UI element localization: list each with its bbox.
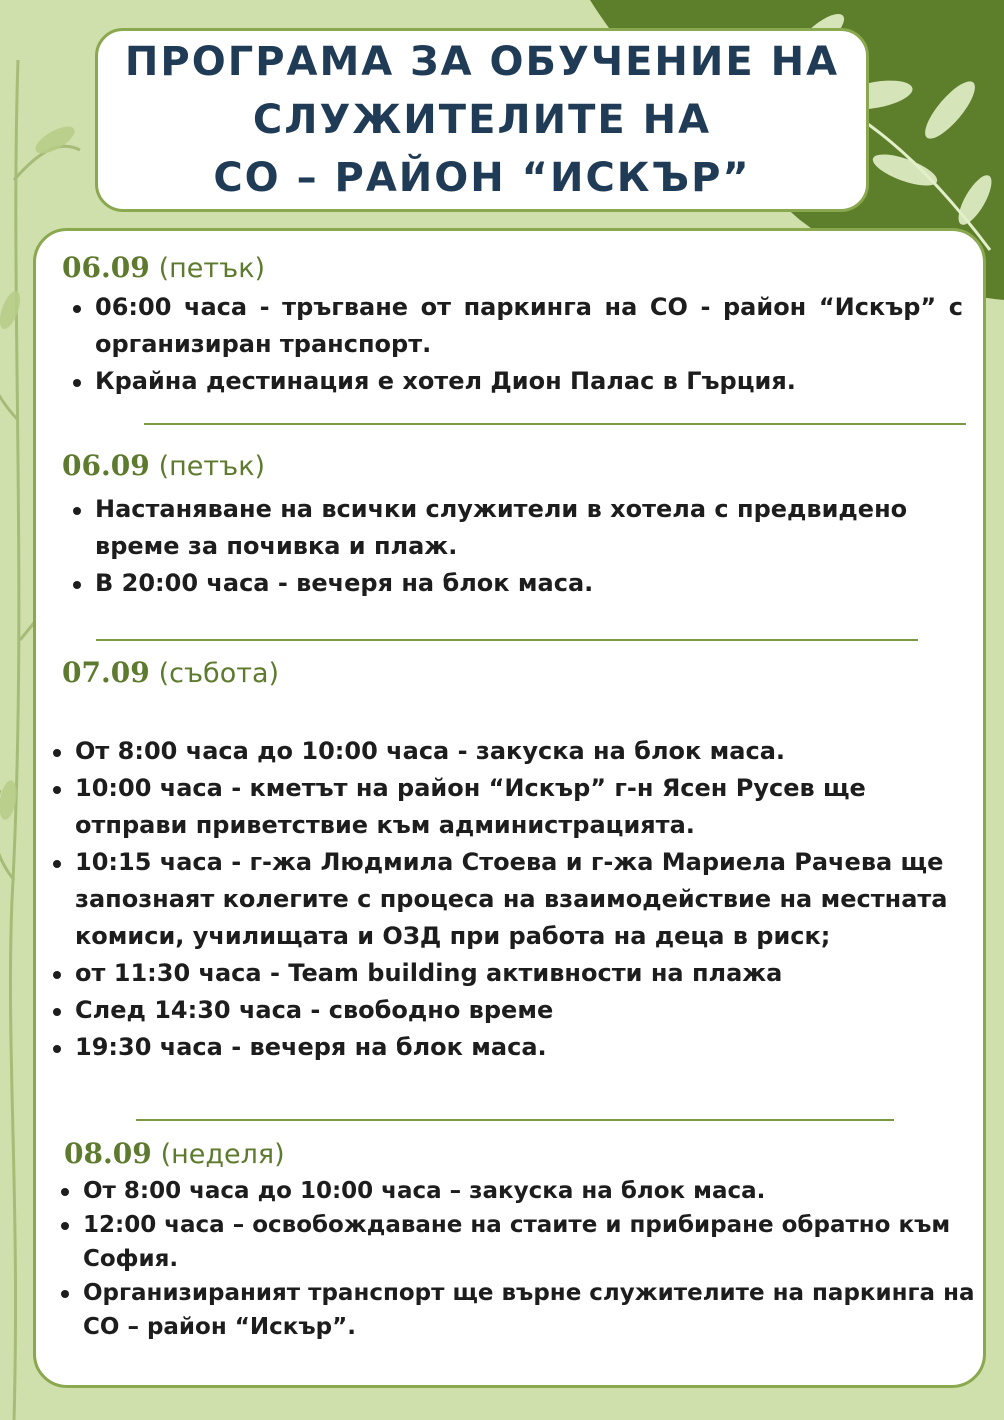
list-item: От 8:00 часа до 10:00 часа - закуска на блок маса. <box>53 733 973 770</box>
list-item: Крайна дестинация е хотел Дион Палас в Гърция. <box>73 363 963 400</box>
list-item: 19:30 часа - вечеря на блок маса. <box>53 1029 973 1066</box>
list-item: Настаняване на всички служители в хотела с предвидено време за почивка и плаж. <box>73 491 943 565</box>
title-line-2: СЛУЖИТЕЛИТЕ НА <box>252 97 712 143</box>
list-item: 10:15 часа - г-жа Людмила Стоева и г-жа Мариела Рачева ще запознаят колегите с процеса на взаимодействие на местната комиси, училищата и ОЗД при работа на деца в риск; <box>53 844 973 955</box>
title-line-1: ПРОГРАМА ЗА ОБУЧЕНИЕ НА <box>124 39 840 85</box>
section-date: 06.09 (петък) <box>62 251 266 284</box>
list-item: 10:00 часа - кметът на район “Искър” г-н Ясен Русев ще отправи приветствие към администрацията. <box>53 770 973 844</box>
list-item: След 14:30 часа - свободно време <box>53 992 973 1029</box>
list-item: Организираният транспорт ще върне служителите на паркинга на СО – район “Искър”. <box>61 1276 976 1344</box>
section-list <box>73 491 943 602</box>
list-item: От 8:00 часа до 10:00 часа – закуска на блок маса. <box>61 1174 976 1208</box>
section-date: 06.09 (петък) <box>62 449 266 482</box>
divider <box>144 423 966 425</box>
schedule-panel <box>33 228 986 1388</box>
divider <box>136 1119 894 1121</box>
list-item: 12:00 часа – освобождаване на стаите и прибиране обратно към София. <box>61 1208 976 1276</box>
section-date: 08.09 (неделя) <box>64 1137 285 1170</box>
list-item: от 11:30 часа - Team building активности на плажа <box>53 955 973 992</box>
divider <box>96 639 918 641</box>
list-item: В 20:00 часа - вечеря на блок маса. <box>73 565 943 602</box>
section-list <box>61 1174 976 1344</box>
title-box <box>95 28 869 212</box>
title-line-3: СО – РАЙОН “ИСКЪР” <box>213 155 751 201</box>
list-item: 06:00 часа - тръгване от паркинга на СО - район “Искър” с организиран транспорт. <box>73 289 963 363</box>
section-list <box>53 733 973 1066</box>
section-date: 07.09 (събота) <box>62 656 280 689</box>
section-list <box>73 289 963 400</box>
